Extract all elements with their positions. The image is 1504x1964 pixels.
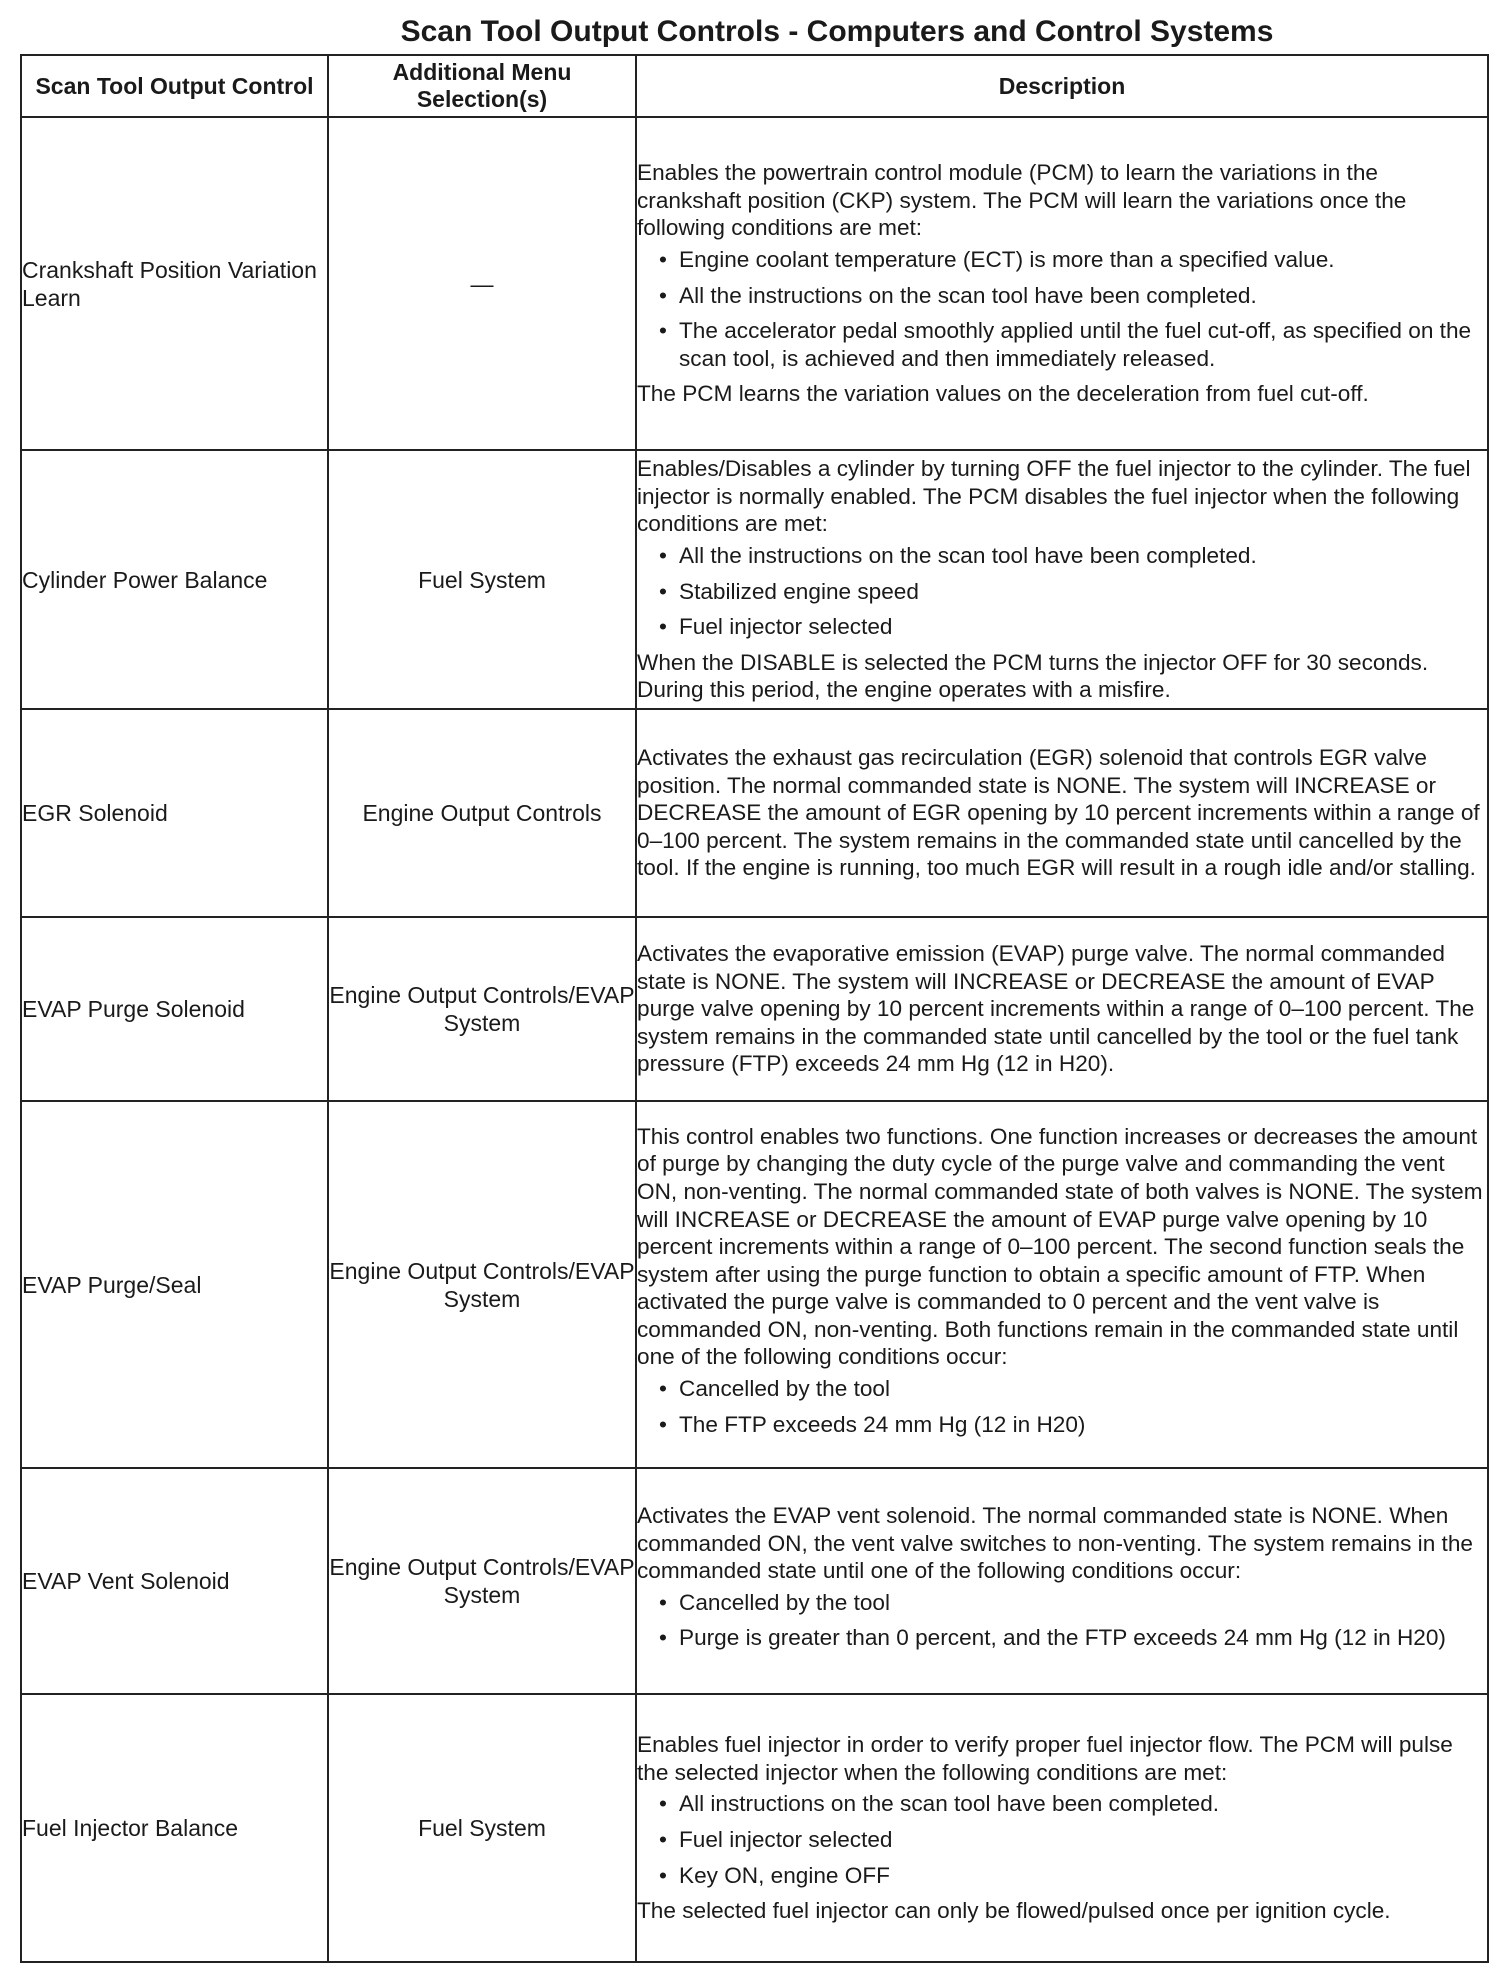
control-name: EVAP Vent Solenoid — [21, 1468, 328, 1694]
list-item: • Cancelled by the tool — [659, 1375, 1487, 1403]
menu-selection: — — [328, 117, 636, 450]
list-item: • Engine coolant temperature (ECT) is more than a specified value. — [659, 246, 1487, 274]
output-controls-table — [20, 54, 1489, 1963]
description-cell — [636, 117, 1488, 450]
description-cell — [636, 709, 1488, 917]
menu-selection: Engine Output Controls/EVAP System — [328, 917, 636, 1101]
table-row — [21, 917, 1488, 1101]
table-row — [21, 450, 1488, 709]
description-intro: This control enables two functions. One function increases or decreases the amount of purge by changing the duty cycle of the purge valve and commanding the vent ON, non-venting. The normal commanded state of both valves is NONE. The system will INCREASE or DECREASE the amount of EVAP purge valve opening by 10 percent increments within a range of 0–100 percent. The second function seals the system after using the purge function to obtain a specific amount of FTP. When activated the purge valve is commanded to 0 percent and the vent valve is commanded ON, non-venting. Both functions remain in the commanded state until one of the following conditions occur: — [637, 1123, 1483, 1370]
list-item: • All the instructions on the scan tool have been completed. — [659, 282, 1487, 310]
menu-selection: Engine Output Controls/EVAP System — [328, 1101, 636, 1468]
description-cell — [636, 1101, 1488, 1468]
list-item: • The FTP exceeds 24 mm Hg (12 in H20) — [659, 1411, 1487, 1439]
menu-selection: Engine Output Controls/EVAP System — [328, 1468, 636, 1694]
description-outro: The selected fuel injector can only be flowed/pulsed once per ignition cycle. — [637, 1898, 1391, 1924]
control-name: EGR Solenoid — [21, 709, 328, 917]
control-name: Crankshaft Position Variation Learn — [21, 117, 328, 450]
control-name: Cylinder Power Balance — [21, 450, 328, 709]
list-item: • Fuel injector selected — [659, 1826, 1487, 1854]
description-cell — [636, 450, 1488, 709]
table-row — [21, 117, 1488, 450]
header-additional-menu-selections: Additional Menu Selection(s) — [328, 55, 636, 117]
description-intro: Enables the powertrain control module (PCM) to learn the variations in the crankshaft position (CKP) system. The PCM will learn the variations once the following conditions are met: — [637, 160, 1407, 241]
control-name: EVAP Purge Solenoid — [21, 917, 328, 1101]
table-row — [21, 1468, 1488, 1694]
table-row — [21, 1101, 1488, 1468]
header-scan-tool-output-control: Scan Tool Output Control — [21, 55, 328, 117]
condition-list — [637, 1790, 1487, 1889]
table-row — [21, 709, 1488, 917]
page-title: Scan Tool Output Controls - Computers and Control Systems — [400, 15, 1274, 48]
menu-selection: Fuel System — [328, 1694, 636, 1962]
description-intro: Enables/Disables a cylinder by turning OFF the fuel injector to the cylinder. The fuel injector is normally enabled. The PCM disables the fuel injector when the following conditions are met: — [637, 456, 1471, 537]
list-item: • Key ON, engine OFF — [659, 1862, 1487, 1890]
condition-list — [637, 542, 1487, 641]
menu-selection: Fuel System — [328, 450, 636, 709]
list-item: • The accelerator pedal smoothly applied until the fuel cut-off, as specified on the scan tool, is achieved and then immediately released. — [659, 317, 1487, 372]
description-intro: Activates the exhaust gas recirculation (EGR) solenoid that controls EGR valve position. The normal commanded state is NONE. The system will INCREASE or DECREASE the amount of EGR opening by 10 percent increments within a range of 0–100 percent. The system remains in the commanded state until cancelled by the tool. If the engine is running, too much EGR will result in a rough idle and/or stalling. — [637, 745, 1480, 881]
list-item: • Fuel injector selected — [659, 613, 1487, 641]
description-outro: The PCM learns the variation values on the deceleration from fuel cut-off. — [637, 381, 1369, 407]
description-intro: Enables fuel injector in order to verify proper fuel injector flow. The PCM will pulse the selected injector when the following conditions are met: — [637, 1732, 1453, 1785]
menu-selection: Engine Output Controls — [328, 709, 636, 917]
description-cell — [636, 1468, 1488, 1694]
control-name: EVAP Purge/Seal — [21, 1101, 328, 1468]
description-cell — [636, 917, 1488, 1101]
condition-list — [637, 1375, 1487, 1438]
condition-list — [637, 1589, 1487, 1652]
table-row — [21, 1694, 1488, 1962]
header-description: Description — [636, 55, 1488, 117]
description-intro: Activates the EVAP vent solenoid. The normal commanded state is NONE. When commanded ON, the vent valve switches to non-venting. The system remains in the commanded state until one of the following conditions occur: — [637, 1503, 1473, 1584]
list-item: • Stabilized engine speed — [659, 578, 1487, 606]
condition-list — [637, 246, 1487, 372]
description-intro: Activates the evaporative emission (EVAP) purge valve. The normal commanded state is NONE. The system will INCREASE or DECREASE the amount of EVAP purge valve opening by 10 percent increments within a range of 0–100 percent. The system remains in the commanded state until cancelled by the tool or the fuel tank pressure (FTP) exceeds 24 mm Hg (12 in H20). — [637, 941, 1475, 1077]
description-outro: When the DISABLE is selected the PCM turns the injector OFF for 30 seconds. During this period, the engine operates with a misfire. — [637, 649, 1429, 703]
list-item: • All the instructions on the scan tool have been completed. — [659, 542, 1487, 570]
control-name: Fuel Injector Balance — [21, 1694, 328, 1962]
list-item: • Purge is greater than 0 percent, and the FTP exceeds 24 mm Hg (12 in H20) — [659, 1624, 1487, 1652]
description-cell — [636, 1694, 1488, 1962]
list-item: • All instructions on the scan tool have been completed. — [659, 1790, 1487, 1818]
table-header-row — [21, 55, 1488, 117]
list-item: • Cancelled by the tool — [659, 1589, 1487, 1617]
